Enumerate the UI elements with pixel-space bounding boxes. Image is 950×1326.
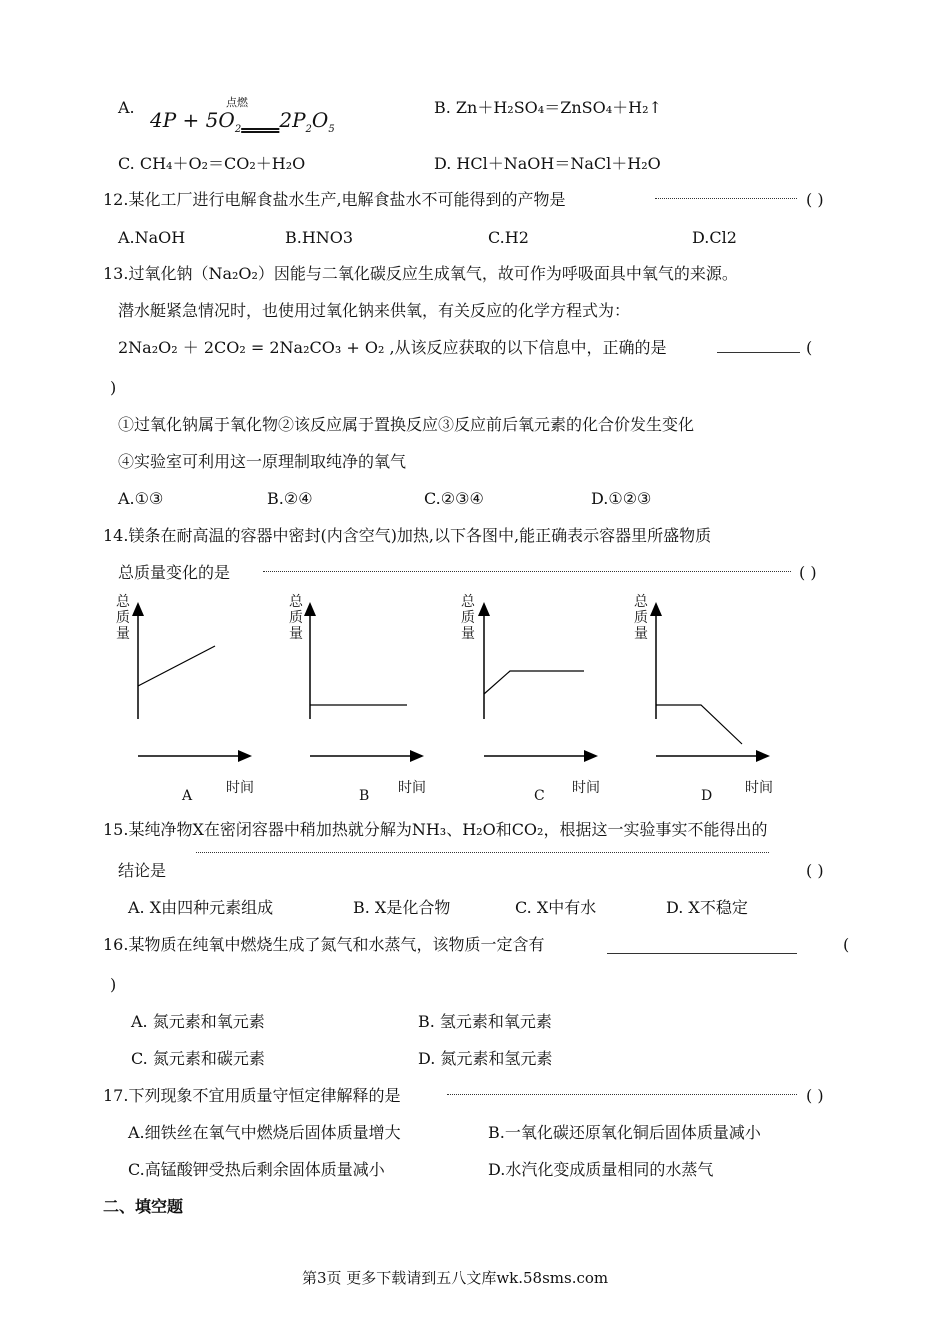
q12-stem: 12.某化工厂进行电解食盐水生产,电解食盐水不可能得到的产物是 bbox=[103, 190, 566, 209]
page-footer: 第3页 更多下载请到五八文库wk.58sms.com bbox=[302, 1269, 609, 1287]
q14-answer-paren: ( ) bbox=[799, 563, 817, 582]
q13-option-d: D.①②③ bbox=[591, 489, 652, 508]
q17-dotted-leader bbox=[447, 1094, 797, 1095]
q13-line1: 13.过氧化钠（Na₂O₂）因能与二氧化碳反应生成氧气，故可作为呼吸面具中氧气的来源。 bbox=[103, 264, 738, 283]
q17-option-d: D.水汽化变成质量相同的水蒸气 bbox=[488, 1160, 714, 1179]
q17-option-a: A.细铁丝在氧气中燃烧后固体质量增大 bbox=[128, 1123, 401, 1142]
graph-a-ylabel: 总质量 bbox=[116, 594, 130, 642]
q14-line2: 总质量变化的是 bbox=[118, 563, 231, 582]
q17-option-b: B.一氧化碳还原氧化铜后固体质量减小 bbox=[488, 1123, 761, 1142]
q15-option-c: C. X中有水 bbox=[515, 898, 597, 917]
section-heading-fill-in: 二、填空题 bbox=[103, 1197, 184, 1216]
q17-option-c: C.高锰酸钾受热后剩余固体质量减小 bbox=[128, 1160, 385, 1179]
q16-option-c: C. 氮元素和碳元素 bbox=[131, 1049, 265, 1068]
graph-b-ylabel: 总质量 bbox=[289, 594, 303, 642]
graph-d-xlabel: 时间 bbox=[745, 780, 773, 796]
graph-b-xlabel: 时间 bbox=[398, 780, 426, 796]
q12-option-d: D.Cl2 bbox=[692, 228, 737, 247]
q16-option-a: A. 氮元素和氧元素 bbox=[131, 1012, 265, 1031]
q11-option-a-condition: 点燃 bbox=[226, 96, 248, 109]
q13-option-a: A.①③ bbox=[118, 489, 164, 508]
q16-option-b: B. 氢元素和氧元素 bbox=[418, 1012, 552, 1031]
q14-dotted-leader bbox=[263, 571, 791, 572]
q11-option-d: D. HCl＋NaOH＝NaCl＋H₂O bbox=[434, 154, 661, 173]
graph-b-label: B bbox=[359, 788, 370, 804]
q15-answer-paren: ( ) bbox=[806, 861, 824, 880]
graph-b-plot bbox=[300, 602, 430, 772]
graph-a-plot bbox=[128, 602, 258, 772]
q13-paren-open: ( bbox=[806, 338, 813, 357]
q16-option-d: D. 氮元素和氢元素 bbox=[418, 1049, 553, 1068]
q14-line1: 14.镁条在耐高温的容器中密封(内含空气)加热,以下各图中,能正确表示容器里所盛物质 bbox=[103, 526, 712, 545]
q13-answer-underline bbox=[717, 352, 800, 353]
q15-option-b: B. X是化合物 bbox=[353, 898, 451, 917]
q16-paren-close: ) bbox=[110, 975, 117, 994]
q11-option-c: C. CH₄＋O₂＝CO₂＋H₂O bbox=[118, 154, 306, 173]
q16-paren-open: ( bbox=[843, 935, 850, 954]
q13-option-c: C.②③④ bbox=[424, 489, 484, 508]
q15-line1: 15.某纯净物X在密闭容器中稍加热就分解为NH₃、H₂O和CO₂，根据这一实验事实不能得出的 bbox=[103, 820, 768, 839]
graph-c-plot bbox=[474, 602, 604, 772]
graph-d-plot bbox=[646, 602, 776, 772]
graph-d-label: D bbox=[701, 788, 713, 804]
q15-option-d: D. X不稳定 bbox=[666, 898, 748, 917]
graph-d-ylabel: 总质量 bbox=[634, 594, 648, 642]
q15-option-a: A. X由四种元素组成 bbox=[128, 898, 274, 917]
graph-c-label: C bbox=[534, 788, 545, 804]
q13-paren-close: ) bbox=[110, 378, 117, 397]
q12-answer-paren: ( ) bbox=[806, 190, 824, 209]
q12-option-c: C.H2 bbox=[488, 228, 529, 247]
q16-stem: 16.某物质在纯氧中燃烧生成了氮气和水蒸气，该物质一定含有 bbox=[103, 935, 545, 954]
q12-option-b: B.HNO3 bbox=[285, 228, 354, 247]
q12-dotted-leader bbox=[655, 198, 797, 199]
q13-option-b: B.②④ bbox=[267, 489, 313, 508]
q13-line2: 潜水艇紧急情况时，也使用过氧化钠来供氧，有关反应的化学方程式为： bbox=[118, 301, 631, 320]
q13-statements-2: ④实验室可利用这一原理制取纯净的氧气 bbox=[118, 452, 407, 471]
graph-a-label: A bbox=[182, 788, 193, 804]
q12-option-a: A.NaOH bbox=[118, 228, 186, 247]
q13-equation-line: 2Na₂O₂ ＋ 2CO₂ = 2Na₂CO₃ + O₂ ,从该反应获取的以下信息中，正确的是 bbox=[118, 338, 667, 357]
q11-option-b: B. Zn＋H₂SO₄＝ZnSO₄＋H₂↑ bbox=[434, 98, 662, 117]
q15-dotted-leader bbox=[196, 852, 769, 853]
graph-a-xlabel: 时间 bbox=[226, 780, 254, 796]
q16-answer-underline bbox=[607, 953, 797, 954]
q15-line2: 结论是 bbox=[118, 861, 167, 880]
q13-statements-1: ①过氧化钠属于氧化物②该反应属于置换反应③反应前后氧元素的化合价发生变化 bbox=[118, 415, 695, 434]
q11-option-a-label: A. bbox=[118, 98, 135, 117]
q11-option-a-equation: $4P + 5O_2$ $2P_2O_5$ bbox=[150, 108, 335, 135]
q17-stem: 17.下列现象不宜用质量守恒定律解释的是 bbox=[103, 1086, 401, 1105]
graph-c-xlabel: 时间 bbox=[572, 780, 600, 796]
q17-answer-paren: ( ) bbox=[806, 1086, 824, 1105]
graph-c-ylabel: 总质量 bbox=[461, 594, 475, 642]
